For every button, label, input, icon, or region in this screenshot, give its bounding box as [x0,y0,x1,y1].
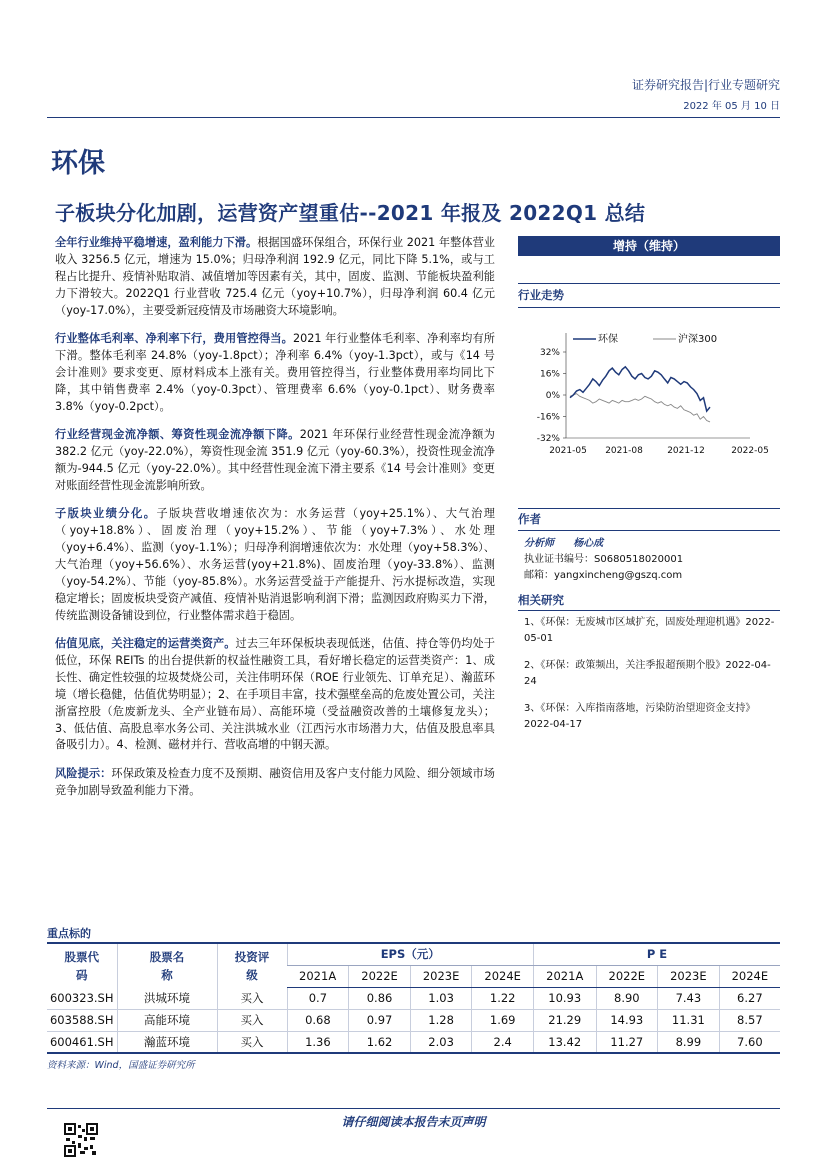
table-source: 资料来源：Wind，国盛证券研究所 [47,1060,195,1071]
header-eps-year: 2022E [349,965,411,987]
header-eps-year: 2023E [410,965,472,987]
legend-label-env: 环保 [598,334,618,345]
related-item[interactable]: 1、《环保：无废城市区域扩充，固废处理迎机遇》2022-05-01 [524,617,775,644]
y-tick-label: -16% [536,412,560,423]
related-heading: 相关研究 [518,593,564,607]
paragraph-margins: 行业整体毛利率、净利率下行，费用管控得当。2021 年行业整体毛利率、净利率均有所下滑。整体毛利率 24.8%（yoy-1.8pct）；净利率 6.4%（yoy-1.3pct），或与《14 号会计准则》要求变更、原材料成本上涨有关。费用管控得当，行业整体费用率均同比下降，其中销售费率 2.4%（yoy-0.3pct）、管理费率 6.6%（yoy-0.1pct）、财务费率 3.8%（yoy-0.2pct）。 [55,332,495,413]
table-row: 600323.SH 洪城环境 买入 0.7 0.86 1.03 1.22 10.93 8.90 7.43 6.27 [47,987,780,1009]
header-pe-year: 2023E [658,965,720,987]
header-pe-year: 2024E [719,965,780,987]
related-item[interactable]: 2、《环保：政策频出，关注季报超预期个股》2022-04-24 [524,660,771,687]
y-tick-label: 0% [545,391,560,401]
y-tick-label: -32% [536,434,560,444]
paragraph-valuation: 估值见底，关注稳定的运营类资产。过去三年环保板块表现低迷，估值、持仓等仍均处于低位，环保 REITs 的出台提供新的权益性融资工具，看好增长稳定的运营类资产：1、成长性、确定性较强的垃圾焚烧公司，关注伟明环保（ROE 行业领先、订单充足）、瀚蓝环境（增长稳健，估值优势明显）；2、在手项目丰富，技术强壁垒高的危废处置公司，关注浙富控股（危废新龙头、全产业链布局）、高能环境（受益融资改善的土壤修复龙头）；3、低估值、高股息率水务公司、关注洪城水业（江西污水市场潜力大，估值及股息率具备吸引力）。4、检测、磁材并行、营收高增的中钢天源。 [55,637,495,752]
sidebar-divider [518,530,780,531]
header-divider [47,117,780,118]
footer-divider [47,1108,780,1109]
industry-trend-chart [518,325,780,465]
rating-badge: 增持（维持） [518,236,780,256]
sidebar-divider [518,283,780,284]
sidebar-divider [518,610,780,611]
series-line-env [570,367,710,411]
header-eps: EPS（元） [287,943,533,965]
qr-code-icon [64,1123,98,1157]
series-line-hs300 [570,394,710,422]
related-list [524,615,780,744]
legend-label-hs300: 沪深300 [678,334,718,345]
header-pe-year: 2021A [533,965,596,987]
report-date: 2022 年 05 月 10 日 [683,101,780,112]
header-eps-year: 2024E [472,965,534,987]
analyst-name: 杨心成 [573,538,604,549]
summary-column [55,235,495,811]
table-row: 600461.SH 瀚蓝环境 买入 1.36 1.62 2.03 2.4 13.42 11.27 8.99 7.60 [47,1031,780,1053]
header-code: 股票代码 [47,943,117,987]
trend-heading: 行业走势 [518,288,564,302]
x-tick-label: 2021-12 [667,446,705,456]
header-pe-year: 2022E [596,965,658,987]
author-info [524,536,780,584]
header-name: 股票名称 [117,943,217,987]
x-tick-label: 2021-08 [605,446,643,456]
footer-disclaimer: 请仔细阅读本报告末页声明 [341,1115,486,1129]
x-tick-label: 2021-05 [549,446,587,456]
header-rating: 投资评级 [217,943,287,987]
analyst-line [524,536,780,552]
analyst-label: 分析师 [524,538,554,549]
paragraph-subsectors: 子版块业绩分化。子版块营收增速依次为：水务运营（yoy+25.1%）、大气治理（yoy+18.8%）、固废治理（yoy+15.2%）、节能（yoy+7.3%）、水处理（yoy+6.4%）、监测（yoy-1.1%）；归母净利润增速依次为：水处理（yoy+58.3%）、大气治理（yoy+56.6%）、水务运营(yoy+21.8%)、固废治理（yoy-33.8%）、监测（yoy-54.2%）、节能（yoy-85.8%）。水务运营受益于产能提升、污水提标改造，实现稳定增长；固废板块受资产减值、疫情补贴消退影响利润下滑；监测因政府购买力下滑，传统监测设备铺设到位，行业整体需求趋于稳固。 [55,507,495,622]
table-row: 603588.SH 高能环境 买入 0.68 0.97 1.28 1.69 21.29 14.93 11.31 8.57 [47,1009,780,1031]
analyst-email[interactable]: 邮箱：yangxincheng@gszq.com [524,570,683,581]
analyst-license: 执业证书编号：S0680518020001 [524,554,684,565]
x-tick-label: 2022-05 [731,446,769,456]
sector-title: 环保 [51,148,105,179]
table-title: 重点标的 [47,927,91,940]
sidebar-divider [518,307,780,308]
header-eps-year: 2021A [287,965,349,987]
paragraph-risk: 风险提示：环保政策及检查力度不及预期、融资信用及客户支付能力风险、细分领域市场竞争加剧导致盈利能力下滑。 [55,766,495,797]
key-stocks-table [47,942,780,1054]
author-heading: 作者 [518,512,541,526]
header-pe: P E [533,943,780,965]
related-item[interactable]: 3、《环保：入库指南落地，污染防治望迎资金支持》2022-04-17 [524,703,756,730]
paragraph-revenue: 全年行业维持平稳增速，盈利能力下滑。根据国盛环保组合，环保行业 2021 年整体营业收入 3256.5 亿元，增速为 15.0%；归母净利润 192.9 亿元，同比下降 5.1%，或与工程占比提升、疫情补贴取消、减值增加等因素有关，其中，固废、监测、节能板块盈利能力下滑较大。2022Q1 行业营收 725.4 亿元（yoy+10.7%），归母净利润 60.4 亿元（yoy-17.0%），主要受新冠疫情及市场融资大环境影响。 [55,236,495,317]
paragraph-cashflow: 行业经营现金流净额、筹资性现金流净额下降。2021 年环保行业经营性现金流净额为 382.2 亿元（yoy-22.0%），筹资性现金流 351.9 亿元（yoy-60.3%），投资性现金流净额为-944.5 亿元（yoy-22.0%）。其中经营性现金流下滑主要系《14 号会计准则》变更对账面经营性现金流影响所致。 [55,428,495,492]
report-title: 子板块分化加剧，运营资产望重估--2021 年报及 2022Q1 总结 [55,201,646,225]
report-type: 证券研究报告|行业专题研究 [631,78,780,92]
sidebar-divider [518,508,780,509]
y-tick-label: 16% [539,369,560,380]
y-tick-label: 32% [539,348,560,358]
